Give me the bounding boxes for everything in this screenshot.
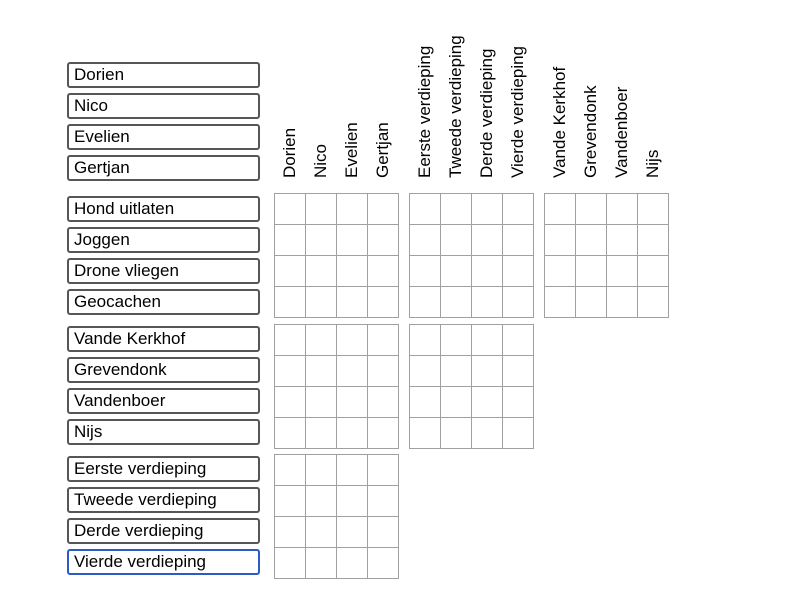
grid-cell[interactable] [472,287,502,317]
grid-cell[interactable] [503,325,533,355]
grid-cell[interactable] [368,287,398,317]
grid-cell[interactable] [337,325,367,355]
col-header-vierde-verdieping: Vierde verdieping [508,46,527,178]
grid-block-activities-x-persons [274,193,399,318]
item-input-gertjan[interactable] [67,155,260,181]
grid-cell[interactable] [306,387,336,417]
grid-cell[interactable] [410,287,440,317]
col-header-grevendonk: Grevendonk [581,85,600,178]
grid-cell[interactable] [503,194,533,224]
col-header-nijs: Nijs [643,149,662,178]
grid-cell[interactable] [410,256,440,286]
item-input-eerste-verdieping[interactable] [67,456,260,482]
col-header-gertjan: Gertjan [373,122,392,178]
grid-cell[interactable] [472,325,502,355]
item-input-vandenboer[interactable] [67,388,260,414]
grid-cell[interactable] [368,486,398,516]
grid-cell[interactable] [472,356,502,386]
item-input-vande-kerkhof[interactable] [67,326,260,352]
grid-cell[interactable] [545,256,575,286]
grid-cell[interactable] [275,418,305,448]
grid-cell[interactable] [441,356,471,386]
grid-cell[interactable] [275,256,305,286]
item-input-hond-uitlaten[interactable] [67,196,260,222]
grid-cell[interactable] [306,256,336,286]
grid-cell[interactable] [275,517,305,547]
item-input-tweede-verdieping[interactable] [67,487,260,513]
grid-cell[interactable] [275,194,305,224]
grid-cell[interactable] [337,486,367,516]
item-input-nijs[interactable] [67,419,260,445]
grid-cell[interactable] [337,194,367,224]
grid-cell[interactable] [441,256,471,286]
grid-cell[interactable] [576,194,606,224]
grid-cell[interactable] [337,387,367,417]
grid-block-surnames-x-floors [409,324,534,449]
grid-cell[interactable] [441,287,471,317]
grid-cell[interactable] [410,325,440,355]
grid-cell[interactable] [275,225,305,255]
grid-cell[interactable] [368,455,398,485]
grid-cell[interactable] [337,455,367,485]
grid-block-activities-x-surnames [544,193,669,318]
grid-cell[interactable] [368,194,398,224]
grid-cell[interactable] [410,225,440,255]
grid-cell[interactable] [368,387,398,417]
grid-cell[interactable] [503,356,533,386]
grid-cell[interactable] [503,225,533,255]
grid-cell[interactable] [368,256,398,286]
grid-cell[interactable] [441,387,471,417]
grid-cell[interactable] [275,548,305,578]
grid-cell[interactable] [545,225,575,255]
grid-cell[interactable] [503,418,533,448]
grid-block-floors-x-persons [274,454,399,579]
col-header-derde-verdieping: Derde verdieping [477,48,496,178]
item-input-vierde-verdieping[interactable] [67,549,260,575]
grid-cell[interactable] [306,287,336,317]
item-input-geocachen[interactable] [67,289,260,315]
grid-cell[interactable] [441,194,471,224]
col-header-nico: Nico [311,143,330,178]
grid-cell[interactable] [306,325,336,355]
grid-cell[interactable] [441,225,471,255]
col-header-evelien: Evelien [342,122,361,178]
grid-cell[interactable] [368,517,398,547]
grid-cell[interactable] [337,225,367,255]
grid-cell[interactable] [275,455,305,485]
grid-cell[interactable] [545,194,575,224]
grid-cell[interactable] [306,455,336,485]
item-input-dorien[interactable] [67,62,260,88]
grid-cell[interactable] [337,256,367,286]
item-input-nico[interactable] [67,93,260,119]
grid-block-surnames-x-persons [274,324,399,449]
grid-cell[interactable] [472,387,502,417]
grid-cell[interactable] [306,356,336,386]
grid-cell[interactable] [472,418,502,448]
grid-cell[interactable] [306,517,336,547]
grid-cell[interactable] [306,486,336,516]
grid-cell[interactable] [368,418,398,448]
grid-cell[interactable] [275,325,305,355]
grid-cell[interactable] [275,387,305,417]
grid-cell[interactable] [410,387,440,417]
col-header-tweede-verdieping: Tweede verdieping [446,35,465,178]
grid-cell[interactable] [337,356,367,386]
grid-cell[interactable] [503,256,533,286]
grid-cell[interactable] [275,486,305,516]
col-header-vandenboer: Vandenboer [612,86,631,178]
grid-cell[interactable] [576,287,606,317]
grid-cell[interactable] [306,194,336,224]
grid-cell[interactable] [337,548,367,578]
grid-cell[interactable] [368,325,398,355]
item-input-evelien[interactable] [67,124,260,150]
grid-cell[interactable] [638,256,668,286]
grid-cell[interactable] [275,356,305,386]
grid-cell[interactable] [607,256,637,286]
grid-cell[interactable] [306,418,336,448]
grid-cell[interactable] [410,418,440,448]
grid-cell[interactable] [503,387,533,417]
grid-block-activities-x-floors [409,193,534,318]
grid-cell[interactable] [607,225,637,255]
grid-cell[interactable] [638,225,668,255]
grid-cell[interactable] [368,548,398,578]
grid-cell[interactable] [306,548,336,578]
grid-cell[interactable] [441,325,471,355]
grid-cell[interactable] [337,517,367,547]
grid-cell[interactable] [638,287,668,317]
grid-cell[interactable] [576,256,606,286]
grid-cell[interactable] [472,194,502,224]
col-header-dorien: Dorien [280,127,299,178]
col-header-vande-kerkhof: Vande Kerkhof [550,66,569,178]
grid-cell[interactable] [638,194,668,224]
grid-cell[interactable] [441,418,471,448]
grid-cell[interactable] [306,225,336,255]
grid-cell[interactable] [368,356,398,386]
col-header-eerste-verdieping: Eerste verdieping [415,45,434,178]
grid-cell[interactable] [368,225,398,255]
grid-cell[interactable] [410,194,440,224]
grid-cell[interactable] [503,287,533,317]
grid-cell[interactable] [410,356,440,386]
item-input-grevendonk[interactable] [67,357,260,383]
grid-cell[interactable] [472,225,502,255]
grid-cell[interactable] [545,287,575,317]
grid-cell[interactable] [275,287,305,317]
grid-cell[interactable] [337,287,367,317]
grid-cell[interactable] [607,287,637,317]
grid-cell[interactable] [576,225,606,255]
item-input-joggen[interactable] [67,227,260,253]
item-input-drone-vliegen[interactable] [67,258,260,284]
grid-cell[interactable] [607,194,637,224]
item-input-derde-verdieping[interactable] [67,518,260,544]
grid-cell[interactable] [337,418,367,448]
grid-cell[interactable] [472,256,502,286]
